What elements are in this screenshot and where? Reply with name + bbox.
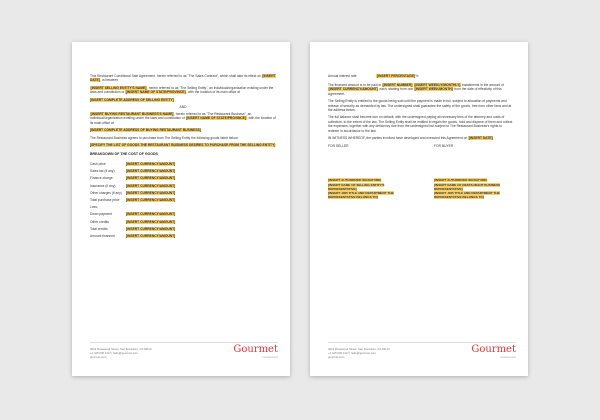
- intro-text-end: , is between: [100, 78, 119, 83]
- default-paragraph: The full balance shall become due on default, with the undersigned paying all necessary fees of the attorney and costs of collection, to the extent of the law. The Selling Entity shall be entitled to regain the goods, hold and dispose of them and collect the expenses, together with any deficiency due from the undersigned but subject to The Restaurant Business's rights to redeem in accordance to the law.: [328, 115, 513, 133]
- intro-paragraph: [90, 74, 276, 83]
- buyer-text: , herein referred to as "The Restaurant Business", an individual/organization existing under the laws and constitution of: [90, 112, 252, 121]
- footer-divider: [328, 342, 516, 343]
- placeholder-installment-amount[interactable]: [INSERT CURRENCY/AMOUNT]: [328, 87, 378, 92]
- financed-paragraph: [328, 83, 514, 96]
- cost-row-label: Sales tax (if any): [90, 169, 115, 174]
- cost-row: [90, 232, 276, 239]
- cost-row-value: [126, 176, 175, 180]
- financed-text-d: from the date of effectivity of this Agreement.: [328, 87, 502, 96]
- cost-row-label: Insurance (if any): [90, 183, 116, 188]
- placeholder-cost-amount[interactable]: [INSERT CURRENCY/AMOUNT]: [126, 219, 176, 224]
- cost-row-value: [126, 234, 175, 238]
- placeholder-buyer-rep-title[interactable]: [INSERT JOB TITLE AND DEPARTMENT THE REPRESENTATIVE BELONGS TO]: [434, 190, 500, 199]
- placeholder-seller-state[interactable]: [INSERT NAME OF STATE/PROVINCE]: [125, 90, 186, 95]
- placeholder-cost-amount[interactable]: [INSERT CURRENCY/AMOUNT]: [126, 198, 176, 202]
- placeholder-cost-amount[interactable]: [INSERT CURRENCY/AMOUNT]: [126, 183, 176, 188]
- gourmet-logo: [471, 345, 516, 359]
- placeholder-seller-rep-title[interactable]: [INSERT JOB TITLE AND DEPARTMENT THE REPRESENTATIVE BELONGS TO]: [328, 190, 394, 199]
- placeholder-buyer-rep-name[interactable]: [INSERT NAME OF RESTAURANT BUSINESS REPRESENTATIVE]: [434, 182, 501, 191]
- page-2-body: [328, 74, 514, 199]
- placeholder-seller-address[interactable]: [INSERT COMPLETE ADDRESS OF SELLING ENTITY]: [90, 97, 174, 102]
- page-1-footer: [90, 342, 278, 364]
- signature-section: [328, 144, 514, 198]
- cost-breakdown-heading: BREAKDOWN OF THE COST OF GOODS: [90, 152, 158, 157]
- placeholder-seller-signature[interactable]: [INSERT AUTHORIZED SIGNATURE]: [328, 178, 382, 183]
- cost-row: [90, 189, 276, 196]
- percent-sign: %: [415, 74, 419, 78]
- cost-row-label: Cash price: [90, 162, 106, 167]
- witness-text: IN WITNESS WHEREOF, the parties involved have developed and executed this Agreement on: [328, 136, 468, 141]
- seller-sig-field-2: [328, 183, 408, 191]
- placeholder-cost-amount[interactable]: [INSERT CURRENCY/AMOUNT]: [126, 190, 176, 195]
- footer-address: 4613 Rosewood Street, San Francisco, CA 94114: [328, 347, 390, 351]
- placeholder-cost-amount[interactable]: [INSERT CURRENCY/AMOUNT]: [126, 176, 176, 181]
- financed-text-a: The financed amount is to be paid in: [328, 83, 382, 87]
- cost-row-label: Finance charge: [90, 176, 113, 181]
- cost-row: [90, 182, 276, 189]
- cost-row-label: Less:: [90, 205, 98, 210]
- cost-row: [90, 204, 276, 211]
- cost-row-value: [126, 162, 175, 166]
- placeholder-seller-name[interactable]: [INSERT SELLING ENTITY'S NAME]: [90, 85, 147, 90]
- buyer-address: [90, 128, 276, 132]
- interest-rate-line: [328, 74, 514, 78]
- seller-text-end: , with the location of its main office at: [186, 90, 240, 95]
- placeholder-cost-amount[interactable]: [INSERT CURRENCY/AMOUNT]: [126, 226, 176, 231]
- for-seller-label: FOR SELLER: [328, 144, 349, 149]
- placeholder-interest-rate[interactable]: [INSERT PERCENTAGE]: [377, 74, 415, 78]
- cost-row-label: Total credits: [90, 226, 108, 231]
- placeholder-cost-amount[interactable]: [INSERT CURRENCY/AMOUNT]: [126, 212, 176, 217]
- cost-row-value: [126, 191, 175, 195]
- cost-row: [90, 175, 276, 182]
- page-1-body: [90, 74, 276, 240]
- placeholder-installment-interval[interactable]: [INSERT WEEK/MONTH]: [414, 87, 453, 92]
- cost-row-value: [126, 169, 175, 173]
- purchase-paragraph: The Restaurant Business agrees to purchase from The Selling Entity the following goods listed below:: [90, 135, 239, 140]
- cost-row-label: Other credits: [90, 219, 109, 224]
- footer-address-block: [90, 348, 152, 359]
- placeholder-date[interactable]: [INSERT DATE]: [90, 74, 276, 83]
- logo-subtitle: restaurant: [262, 355, 278, 359]
- buyer-sig-field-3: [434, 191, 514, 199]
- logo-subtitle: restaurant: [500, 355, 516, 359]
- cost-row-label: Down payment: [90, 212, 112, 217]
- placeholder-installment-count[interactable]: [INSERT NUMBER]: [382, 83, 413, 87]
- placeholder-goods-list[interactable]: [SPECIFY THE LIST OF GOODS THE RESTAURANT BUSINESS DESIRES TO PURCHASE FROM THE SELLING ENTITY]: [90, 143, 276, 148]
- buyer-text-end: , with the location of its main office at: [90, 116, 276, 125]
- placeholder-buyer-signature[interactable]: [INSERT AUTHORIZED SIGNATURE]: [434, 178, 488, 183]
- and-separator: AND: [179, 105, 187, 110]
- footer-website: gourmet.com: [328, 354, 345, 359]
- seller-signature-column: [328, 144, 408, 198]
- footer-contact: +1 415 000 1117 | hello@gourmet.com: [90, 350, 139, 355]
- cost-row-value: [126, 198, 175, 202]
- cost-row: [90, 218, 276, 225]
- placeholder-cost-amount[interactable]: [INSERT CURRENCY/AMOUNT]: [126, 162, 176, 167]
- placeholder-witness-date[interactable]: [INSERT DATE]: [468, 136, 493, 141]
- for-buyer-label: FOR BUYER: [434, 144, 454, 149]
- selling-entity-paragraph: The Selling Entity is entitled to the goods being sold until the payment is made in full, subject to allocation of payments and release of security as demanded by law. The undersigned shall guarantee the safety of the goods, free from other liens and at the address below.: [328, 99, 512, 113]
- cost-row-label: Amount financed: [90, 233, 115, 238]
- seller-text: , herein referred to as "The Selling Entity", an individual/organization existing under the laws and constitution of: [90, 85, 274, 95]
- witness-paragraph: [328, 136, 514, 140]
- buyer-sig-field-2: [434, 183, 514, 191]
- footer-contact: +1 415 000 1117 | hello@gourmet.com: [328, 350, 377, 355]
- page-2-footer: [328, 342, 516, 364]
- cost-row-value: [126, 220, 175, 224]
- placeholder-cost-amount[interactable]: [INSERT CURRENCY/AMOUNT]: [126, 233, 176, 238]
- document-page-2: [310, 42, 528, 376]
- gourmet-logo: [233, 345, 278, 359]
- cost-row: [90, 225, 276, 232]
- cost-row: [90, 196, 276, 203]
- intro-text: This Restaurant Conditional Sale Agreement, herein referred to as "The Sales Contract", which shall take its effect on: [90, 74, 261, 78]
- document-page-1: [72, 42, 290, 376]
- placeholder-buyer-name[interactable]: [INSERT BUYING RESTAURANT BUSINESS'S NAME]: [90, 112, 174, 117]
- seller-paragraph: [90, 86, 276, 95]
- buyer-signature-column: [434, 144, 514, 198]
- logo-text: Gourmet: [233, 344, 278, 355]
- footer-website: gourmet.com: [90, 354, 107, 359]
- cost-row-value: [126, 227, 175, 231]
- placeholder-installment-period[interactable]: [INSERT WEEKLY/MONTHLY]: [414, 83, 461, 87]
- footer-address: 4613 Rosewood Street, San Francisco, CA 94114: [90, 347, 152, 351]
- financed-text-b: installments in the amount of: [461, 83, 504, 87]
- cost-row: [90, 211, 276, 218]
- financed-text-c: each, starting from one: [379, 87, 414, 92]
- interest-rate-label: Annual interest rate: [328, 74, 357, 78]
- cost-row-label: Other charges (if any): [90, 190, 122, 195]
- cost-row-label: Total purchase price: [90, 198, 120, 202]
- cost-row: [90, 168, 276, 175]
- placeholder-seller-rep-name[interactable]: [INSERT NAME OF SELLING ENTITY'S REPRESENTATIVE]: [328, 182, 385, 191]
- logo-text: Gourmet: [471, 344, 516, 355]
- placeholder-cost-amount[interactable]: [INSERT CURRENCY/AMOUNT]: [126, 169, 176, 174]
- seller-address: [90, 98, 276, 102]
- goods-list: [90, 143, 276, 147]
- buyer-paragraph: [90, 112, 276, 125]
- footer-address-block: [328, 348, 390, 359]
- seller-sig-field-3: [328, 191, 408, 199]
- cost-row-value: [126, 212, 175, 216]
- cost-row: [90, 160, 276, 167]
- footer-divider: [90, 342, 278, 343]
- placeholder-buyer-address[interactable]: [INSERT COMPLETE ADDRESS OF BUYING RESTAURANT BUSINESS]: [90, 128, 201, 133]
- placeholder-buyer-state[interactable]: [INSERT NAME OF STATE/PROVINCE]: [186, 116, 247, 121]
- cost-row-value: [126, 184, 175, 188]
- cost-breakdown-table: [90, 160, 276, 239]
